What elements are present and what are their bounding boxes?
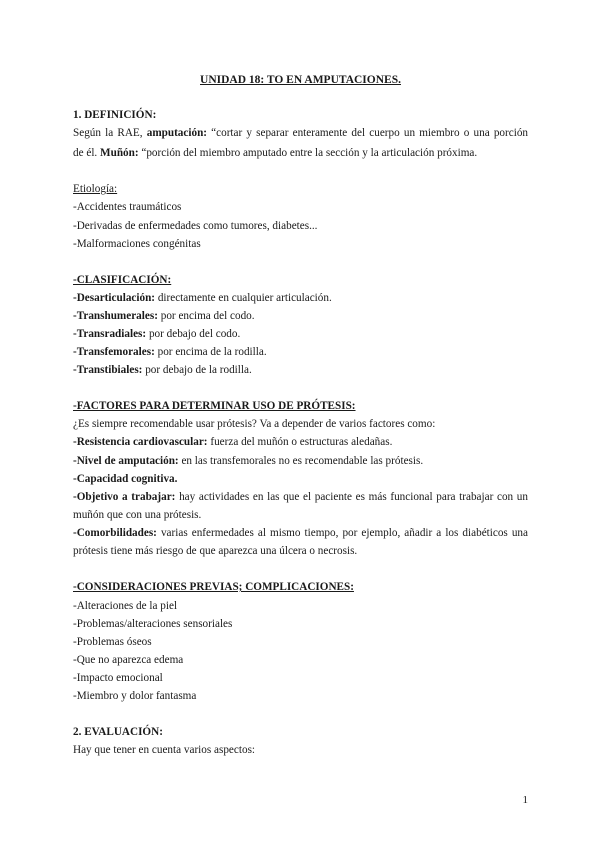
list-item (73, 290, 528, 306)
text: por debajo del codo. (146, 328, 241, 340)
term: Muñón: (100, 147, 139, 159)
list-item: -Que no aparezca edema (73, 654, 184, 666)
list-item: -Malformaciones congénitas (73, 238, 201, 250)
list-item (73, 471, 528, 487)
term: -Objetivo a trabajar: (73, 491, 176, 503)
list-item (73, 326, 528, 342)
section-heading-evaluacion: 2. EVALUACIÓN: (73, 726, 163, 738)
section-heading-definicion: 1. DEFINICIÓN: (73, 109, 157, 121)
section-heading-clasificacion: -CLASIFICACIÓN: (73, 274, 172, 286)
list-item: -Problemas óseos (73, 636, 152, 648)
text: hay actividades en las que el paciente es más funcional para trabajar con un (175, 491, 528, 503)
term: -Transradiales: (73, 328, 147, 340)
text: por encima de la rodilla. (154, 346, 267, 358)
text: “porción del miembro amputado entre la sección y la articulación próxima. (138, 147, 478, 159)
paragraph-line: Hay que tener en cuenta varios aspectos: (73, 744, 256, 756)
list-item: -Derivadas de enfermedades como tumores, diabetes... (73, 220, 318, 232)
list-item-continuation: muñón que con una prótesis. (73, 509, 202, 521)
list-item (73, 362, 528, 378)
term: -Capacidad cognitiva. (73, 473, 178, 485)
term: -Resistencia cardiovascular: (73, 436, 208, 448)
subheading-etiologia: Etiología: (73, 183, 118, 195)
text: por encima del codo. (157, 310, 255, 322)
text: “cortar y separar enteramente del cuerpo un miembro o una porción (207, 127, 529, 139)
section-heading-consideraciones: -CONSIDERACIONES PREVIAS; COMPLICACIONES: (73, 581, 354, 593)
list-item (73, 434, 528, 450)
list-item (73, 453, 528, 469)
term: -Desarticulación: (73, 292, 156, 304)
paragraph-line: ¿Es siempre recomendable usar prótesis? Va a depender de varios factores como: (73, 418, 436, 430)
paragraph-line (73, 125, 528, 141)
document-title: UNIDAD 18: TO EN AMPUTACIONES. (200, 74, 401, 86)
list-item (73, 308, 528, 324)
list-item (73, 525, 528, 541)
term: -Transtibiales: (73, 364, 143, 376)
list-item: -Impacto emocional (73, 672, 163, 684)
text: de él. (73, 147, 101, 159)
section-heading-factores: -FACTORES PARA DETERMINAR USO DE PRÓTESIS: (73, 400, 356, 412)
term: -Comorbilidades: (73, 527, 157, 539)
term: amputación: (146, 127, 208, 139)
document-page (73, 0, 528, 848)
list-item-continuation: prótesis tiene más riesgo de que aparezca una úlcera o necrosis. (73, 545, 358, 557)
list-item: -Miembro y dolor fantasma (73, 690, 197, 702)
text: fuerza del muñón o estructuras aledañas. (207, 436, 393, 448)
list-item (73, 344, 528, 360)
text: por debajo de la rodilla. (142, 364, 252, 376)
text: directamente en cualquier articulación. (155, 292, 332, 304)
paragraph-line (73, 145, 528, 161)
page-number: 1 (522, 794, 528, 806)
list-item: -Accidentes traumáticos (73, 201, 182, 213)
list-item: -Alteraciones de la piel (73, 600, 178, 612)
text: Según la RAE, (73, 127, 147, 139)
text: en las transfemorales no es recomendable las prótesis. (178, 455, 424, 467)
term: -Nivel de amputación: (73, 455, 179, 467)
term: -Transhumerales: (73, 310, 158, 322)
list-item (73, 489, 528, 505)
term: -Transfemorales: (73, 346, 155, 358)
list-item: -Problemas/alteraciones sensoriales (73, 618, 233, 630)
text: varias enfermedades al mismo tiempo, por ejemplo, añadir a los diabéticos una (156, 527, 528, 539)
